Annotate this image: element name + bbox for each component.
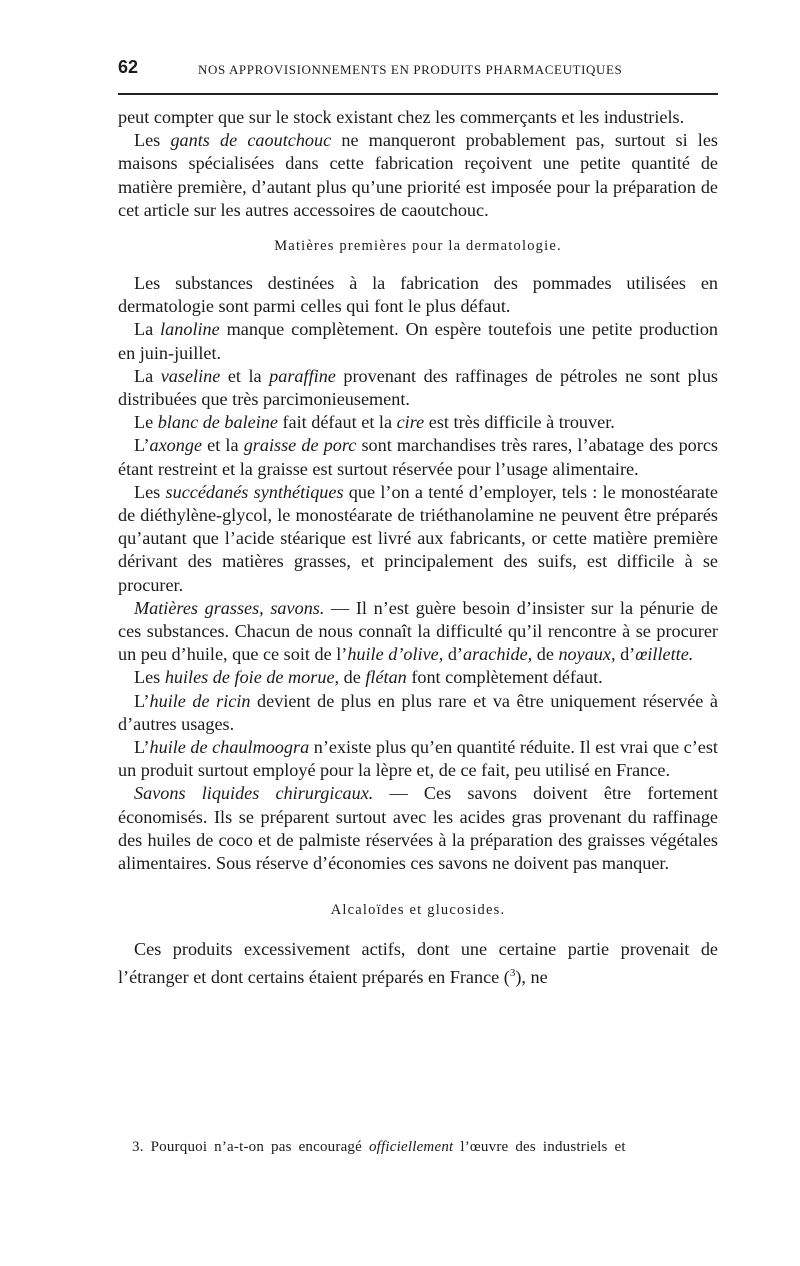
running-title: NOS APPROVISIONNEMENTS EN PRODUITS PHARMACEUTIQUES [198, 62, 623, 77]
section-heading: Matières premières pour la dermatologie. [274, 238, 562, 255]
page-header [118, 55, 718, 95]
paragraph: Le blanc de baleine fait défaut et la cire est très difficile à trouver. [134, 412, 615, 433]
paragraph: peut compter que sur le stock existant chez les commerçants et les industriels. [118, 107, 685, 127]
paragraph: Les succédanés synthétiques que l’on a tenté d’employer, tels : le monostéarate de diéthylène-glycol, le monostéarate de triéthanolamine ne peuvent être préparés qu’autant que l’acide stéarique est livré aux fabricants, or cette matière première dérivant des matières grasses, et principalement des suifs, est difficile à se procurer. [118, 481, 718, 595]
footnote: 3. Pourquoi n’a-t-on pas encouragé officiellement l’œuvre des industriels et [132, 1139, 626, 1155]
section-heading: Alcaloïdes et glucosides. [330, 902, 506, 919]
paragraph: Matières grasses, savons. — Il n’est guère besoin d’insister sur la pénurie de ces substances. Chacun de nous connaît la difficulté qu’il rencontre à se procurer un peu d’huile, que ce soit de l’huile d’olive, d’arachide, de noyaux, d’œillette. [118, 597, 718, 665]
page-body [118, 106, 718, 989]
paragraph: Savons liquides chirurgicaux. — Ces savons doivent être fortement économisés. Ils se préparent surtout avec les acides gras provenant du raffinage des huiles de coco et de palmiste réservées à la préparation des graisses végétales alimentaires. Sous réserve d’économies ces savons ne doivent pas manquer. [118, 783, 718, 874]
paragraph: Les substances destinées à la fabrication des pommades utilisées en dermatologie sont parmi celles qui font le plus défaut. [118, 273, 718, 317]
paragraph: Les gants de caoutchouc ne manqueront probablement pas, surtout si les maisons spécialisées dans cette fabrication reçoivent une petite quantité de matière première, d’autant plus qu’une priorité est imposée pour la préparation de cet article sur les autres accessoires de caoutchouc. [118, 130, 719, 220]
paragraph: La vaseline et la paraffine provenant des raffinages de pétroles ne sont plus distribuées que très parcimonieusement. [118, 365, 718, 410]
paragraph: Les huiles de foie de morue, de flétan font complètement défaut. [134, 667, 603, 688]
paragraph: L’axonge et la graisse de porc sont marchandises très rares, l’abatage des porcs étant restreint et la graisse est surtout réservée pour l’usage alimentaire. [118, 435, 718, 479]
header-rule [118, 93, 718, 95]
page-number: 62 [118, 57, 139, 77]
paragraph: Ces produits excessivement actifs, dont une certaine partie provenait de l’étranger et dont certains étaient préparés en France ($^3$), ne [118, 939, 718, 987]
paragraph: L’huile de chaulmoogra n’existe plus qu’en quantité réduite. Il est vrai que c’est un produit surtout employé pour la lèpre et, de ce fait, peu utilisé en France. [118, 737, 718, 781]
paragraph: La lanoline manque complètement. On espère toutefois une petite production en juin-juillet. [118, 319, 719, 363]
footnote-number: 3. [132, 1139, 144, 1155]
paragraph: L’huile de ricin devient de plus en plus rare et va être uniquement réservée à d’autres usages. [118, 690, 718, 734]
